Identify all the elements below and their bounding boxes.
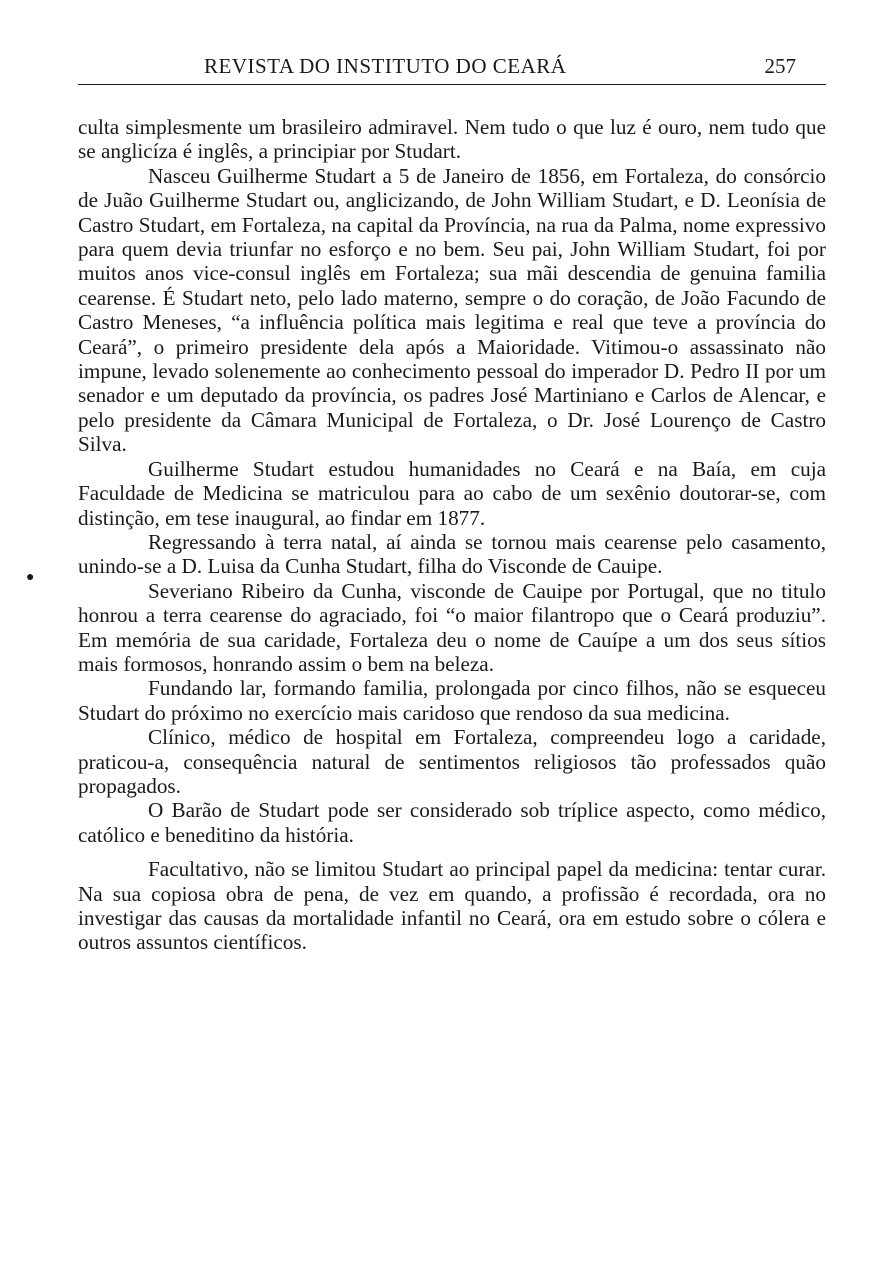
margin-mark-icon: ●: [26, 570, 35, 585]
paragraph-clinician: Clínico, médico de hospital em Fortaleza, compreendeu logo a caridade, praticou-a, consequência natural de sentimentos religiosos tão professados quão propagados.: [78, 725, 826, 798]
paragraph-studies: Guilherme Studart estudou humanidades no Ceará e na Baía, em cuja Faculdade de Medicina se matriculou para ao cabo de um sexênio doutorar-se, com distinção, em tese inaugural, ao findar em 1877.: [78, 456, 826, 530]
article-body: [78, 115, 826, 955]
page-number: 257: [764, 54, 796, 78]
paragraph-visconde: Severiano Ribeiro da Cunha, visconde de Cauipe por Portugal, que no titulo honrou a terra cearense do agraciado, foi “o maior filantropo que o Ceará produziu”. Em memória de sua caridade, Fortaleza deu o nome de Cauípe a um dos seus sítios mais formosos, honrando assim o bem na beleza.: [78, 578, 826, 676]
page: [78, 50, 826, 955]
running-header: [78, 50, 826, 85]
paragraph-aspects: O Barão de Studart pode ser considerado sob tríplice aspecto, como médico, católico e beneditino da história.: [78, 798, 826, 847]
paragraph-birth: Nasceu Guilherme Studart a 5 de Janeiro de 1856, em Fortaleza, do consórcio de Juão Guilherme Studart ou, anglicizando, de John William Studart, e D. Leonísia de Castro Studart, em Fortaleza, na capital da Província, na rua da Palma, nome expressivo para quem devia triunfar no esforço e no bem. Seu pai, John William Studart, foi por muitos anos vice-consul inglês em Fortaleza; sua mãi descendia de genuina familia cearense. É Studart neto, pelo lado materno, sempre o do coração, de João Facundo de Castro Meneses, “a influência política mais legitima e real que teve a província do Ceará”, o primeiro presidente dela após a Maioridade. Vitimou-o assassinato não impune, levado solenemente ao conhecimento pessoal do imperador D. Pedro II por um senador e um deputado da província, os padres José Martiniano e Carlos de Alencar, e pelo presidente da Câmara Municipal de Fortaleza, o Dr. José Lourenço de Castro Silva.: [78, 163, 826, 457]
paragraph-continuation: culta simplesmente um brasileiro admiravel. Nem tudo o que luz é ouro, nem tudo que se anglicíza é inglês, a principiar por Studart.: [78, 115, 826, 164]
paragraph-medicine: Facultativo, não se limitou Studart ao principal papel da medicina: tentar curar. Na sua copiosa obra de pena, de vez em quando, a profissão é recordada, ora no investigar das causas da mortalidade infantil no Ceará, ora em estudo sobre o cólera e outros assuntos científicos.: [78, 857, 826, 955]
paragraph-marriage: Regressando à terra natal, aí ainda se tornou mais cearense pelo casamento, unindo-se a D. Luisa da Cunha Studart, filha do Visconde de Cauipe.: [78, 529, 826, 579]
journal-title: REVISTA DO INSTITUTO DO CEARÁ: [204, 54, 567, 78]
paragraph-family: Fundando lar, formando familia, prolongada por cinco filhos, não se esqueceu Studart do próximo no exercício mais caridoso que rendoso da sua medicina.: [78, 676, 826, 725]
